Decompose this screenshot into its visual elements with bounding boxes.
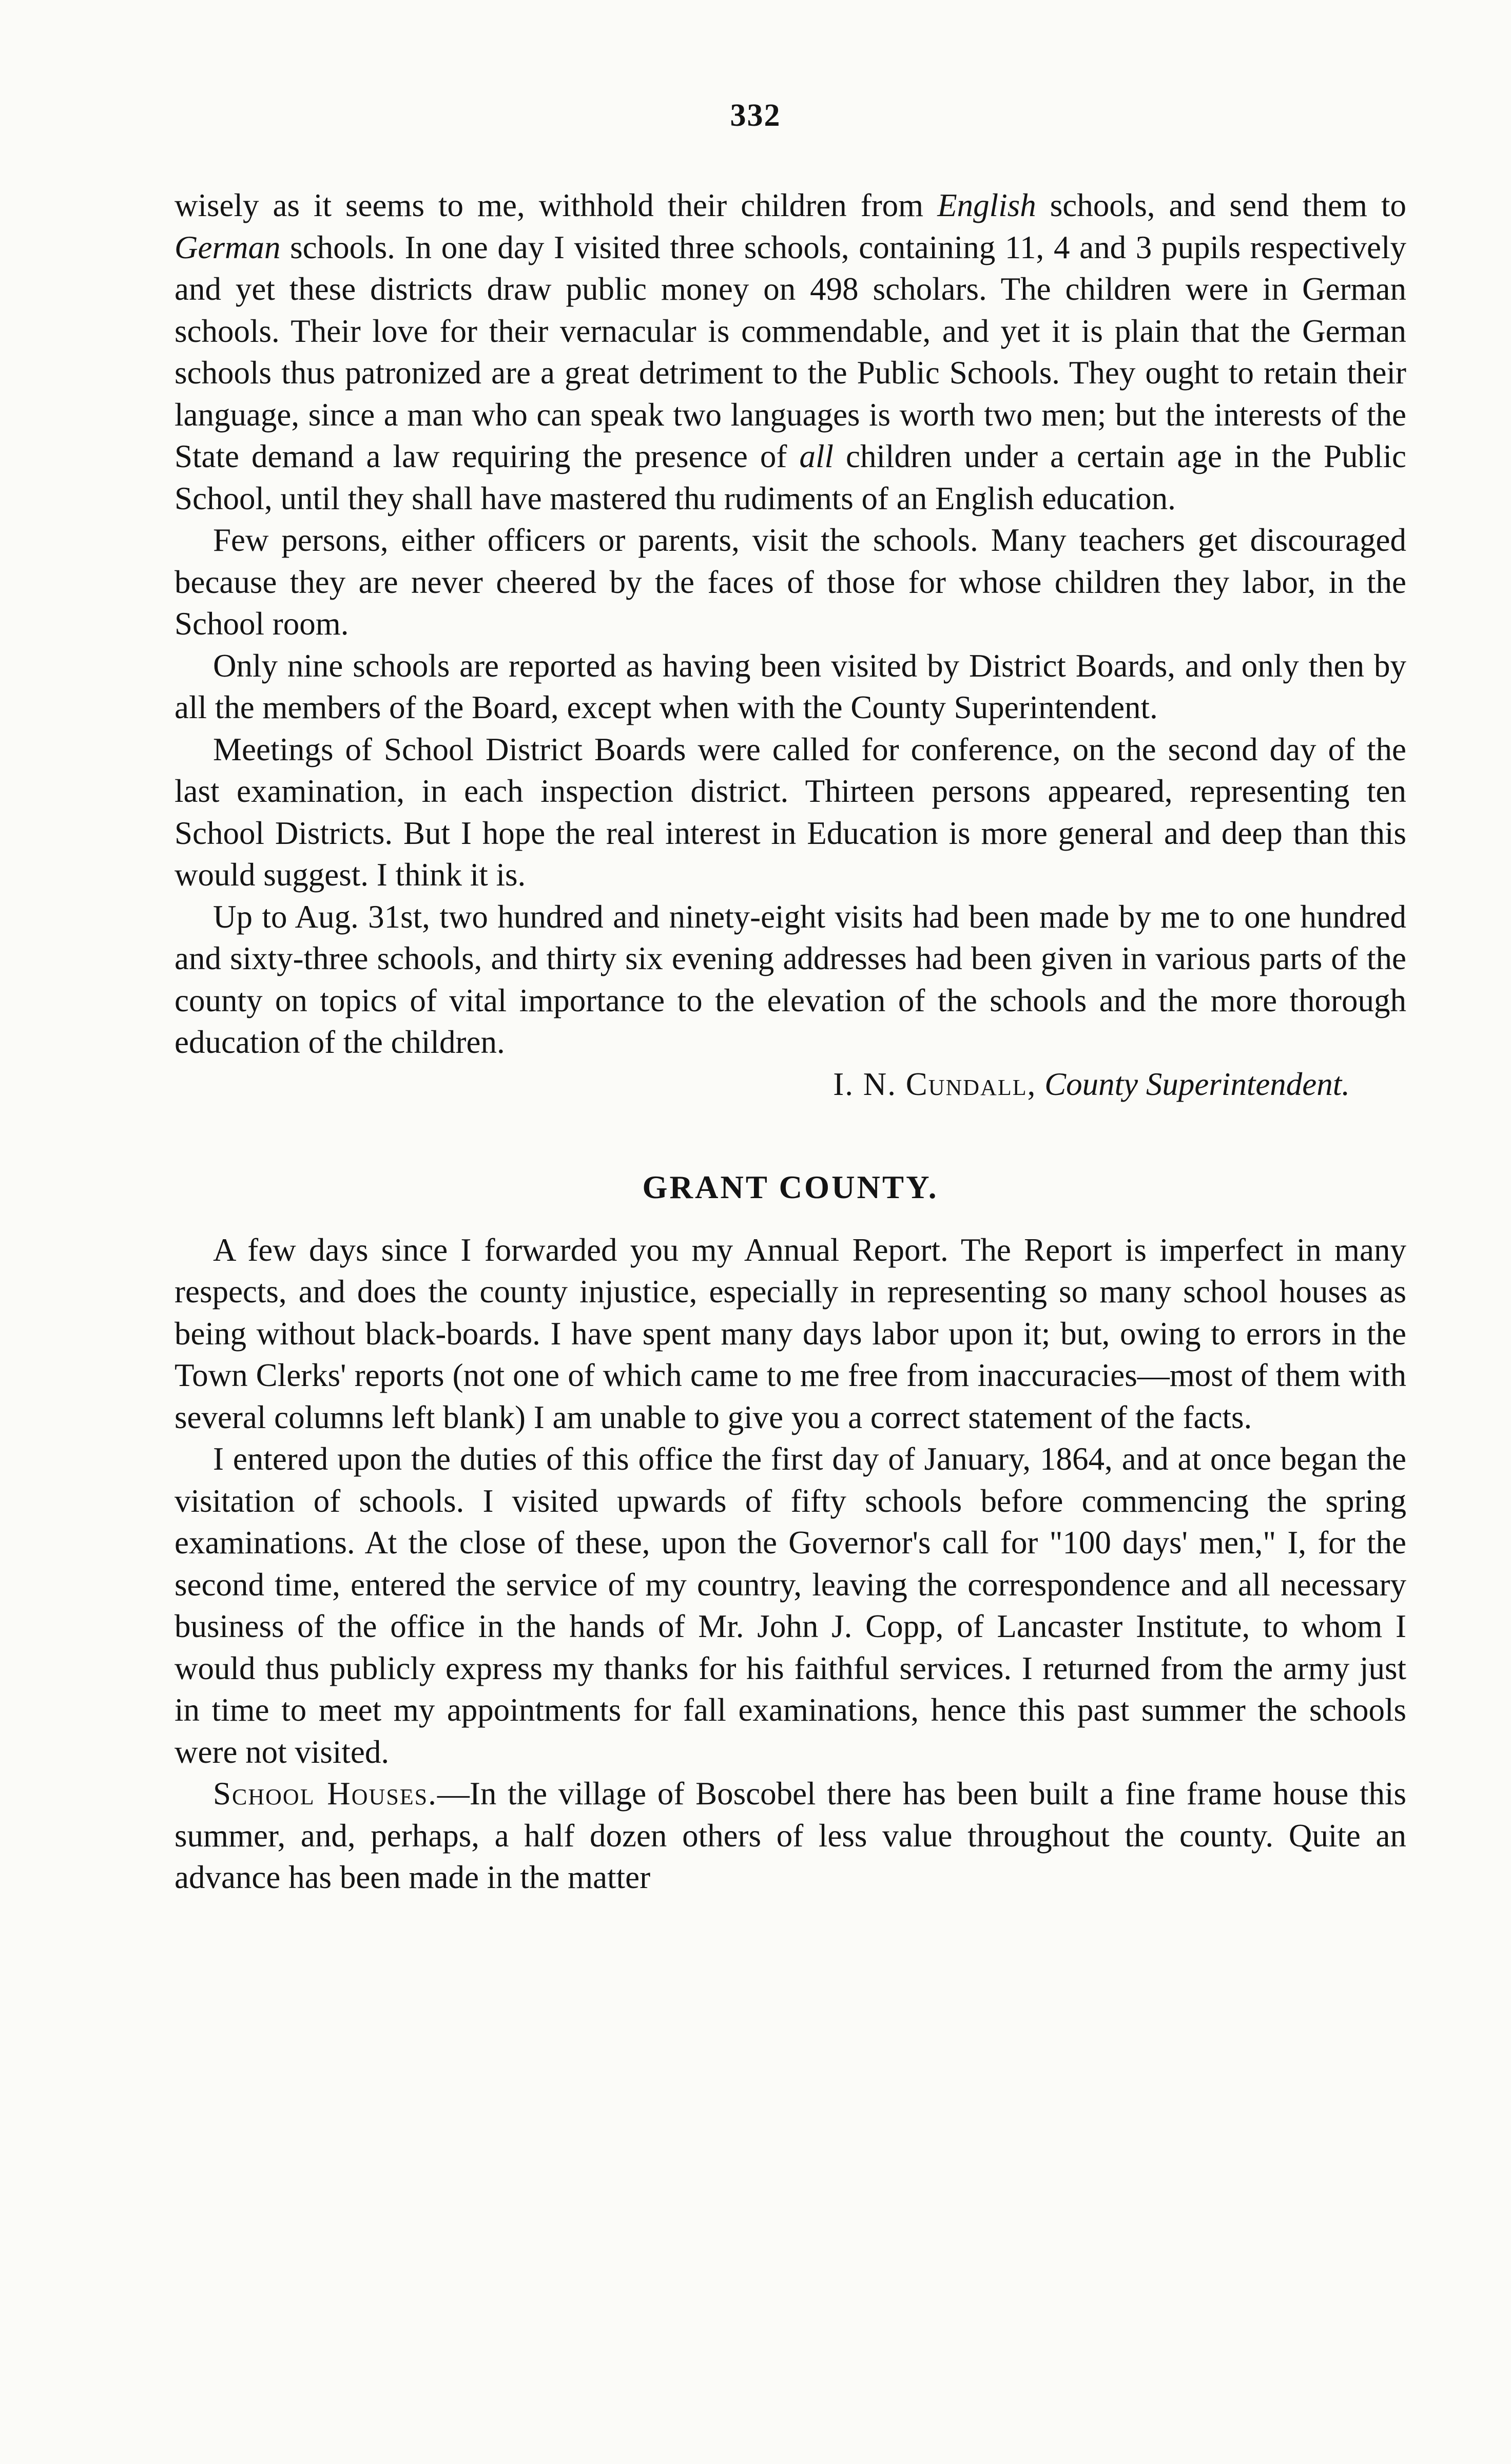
paragraph [175,1773,1406,1899]
report-body-part-1 [175,185,1406,1064]
section-heading: GRANT COUNTY. [642,1169,939,1205]
paragraph [175,519,1406,645]
paragraph [175,645,1406,729]
text-run: Up to Aug. 31st, two hundred and ninety-eight visits had been made by me to one hundred and sixty-three schools, and thirty six evening addresses had been given in various parts of the county on topics of vital importance to the elevation of the schools and the more thorough education of the children. [175,898,1406,1060]
text-run: schools. In one day I visited three schools, containing 11, 4 and 3 pupils respectively and yet these districts draw public money on 498 scholars. The children were in German schools. Their love for their vernacular is commendable, and yet it is plain that the German schools thus patronized are a great detriment to the Public Schools. They ought to retain their language, since a man who can speak two languages is worth two men; but the interests of the State demand a law requiring the presence of [175,229,1406,474]
signature-title: County Superintendent. [1044,1066,1350,1102]
italic-text: German [175,229,281,265]
signature-name: I. N. Cundall, [833,1066,1037,1102]
text-run: Only nine schools are reported as having been visited by District Boards, and only then by all the members of the Board, except when with the County Superintendent. [175,647,1406,725]
paragraph [175,896,1406,1064]
text-run: A few days since I forwarded you my Annual Report. The Report is imperfect in many respects, and does the county injustice, especially in representing so many school houses as being without black-boards. I have spent many days labor upon it; but, owing to errors in the Town Clerks' reports (not one of which came to me free from inaccuracies—most of them with several columns left blank) I am unable to give you a correct statement of the facts. [175,1231,1406,1435]
text-run: Meetings of School District Boards were called for conference, on the second day of the last examination, in each inspection district. Thirteen persons appeared, representing ten School Districts. But I hope the real interest in Education is more general and deep than this would suggest. I think it is. [175,731,1406,893]
text-run: I entered upon the duties of this office the first day of January, 1864, and at once began the visitation of schools. I visited upwards of fifty schools before commencing the spring examinations. At the close of these, upon the Governor's call for "100 days' men," I, for the second time, entered the service of my country, leaving the correspondence and all necessary business of the office in the hands of Mr. John J. Copp, of Lancaster Institute, to whom I would thus publicly express my thanks for his faithful services. I returned from the army just in time to meet my appointments for fall examinations, hence this past summer the schools were not visited. [175,1441,1406,1770]
paragraph [175,729,1406,896]
text-run: —In the village of Boscobel there has been built a fine frame house this summer, and, perhaps, a half dozen others of less value throughout the county. Quite an advance has been made in the matter [175,1776,1406,1895]
text-run: Few persons, either officers or parents, visit the schools. Many teachers get discouraged because they are never cheered by the faces of those for whose children they labor, in the School room. [175,522,1406,642]
report-body-part-2 [175,1229,1406,1899]
paragraph [175,1229,1406,1439]
text-run: schools, and send them to [1036,187,1406,223]
run-in-heading: School Houses. [213,1776,437,1812]
text-run: wisely as it seems to me, withhold their children from [175,187,938,223]
page-number: 332 [730,98,781,133]
text-run: children under a certain age in the Public School, until they shall have mastered thu rudiments of an English education. [175,438,1406,516]
italic-text: all [799,438,834,474]
paragraph [175,1438,1406,1773]
signature-line [175,1064,1406,1106]
paragraph [175,185,1406,519]
document-body [175,185,1406,1899]
italic-text: English [937,187,1036,223]
